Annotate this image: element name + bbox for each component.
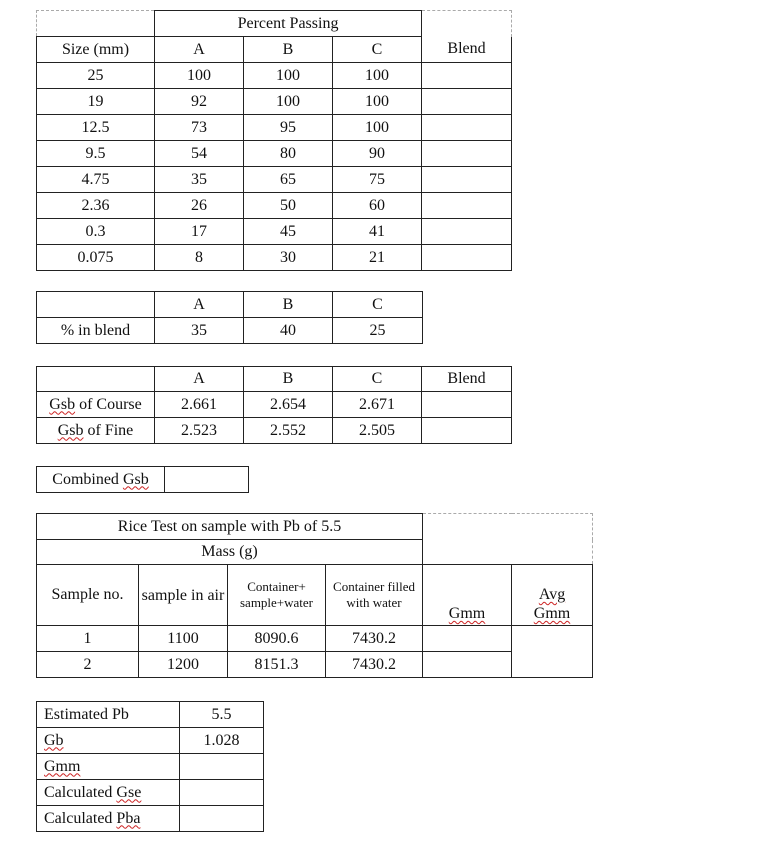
size-cell: 12.5	[37, 115, 155, 141]
blend-cell	[422, 63, 512, 89]
gmm-header: Gmm	[423, 565, 512, 626]
summary-row	[37, 702, 264, 728]
rice-avg-gmm	[512, 626, 593, 678]
b-cell: 30	[244, 245, 333, 271]
gradation-row	[37, 245, 512, 271]
summary-value: 5.5	[180, 702, 264, 728]
summary-table	[36, 701, 264, 832]
summary-value: 1.028	[180, 728, 264, 754]
gsb-col-c-header: C	[333, 367, 422, 392]
rice-sample-2: 2	[37, 652, 139, 678]
summary-label: Calculated Pba	[37, 806, 180, 832]
rice-title-corner	[423, 514, 593, 540]
gsb-col-b-header: B	[244, 367, 333, 392]
combined-gsb-label: Combined Gsb	[37, 467, 165, 493]
blend-header: Blend	[422, 37, 512, 63]
rice-cw-2: 7430.2	[326, 652, 423, 678]
gradation-row	[37, 141, 512, 167]
c-cell: 100	[333, 89, 422, 115]
gsb-value-cell: 2.505	[333, 418, 422, 444]
gsb-value-cell: 2.654	[244, 392, 333, 418]
gsb-table	[36, 366, 512, 444]
b-cell: 80	[244, 141, 333, 167]
summary-label: Estimated Pb	[37, 702, 180, 728]
summary-label: Gb	[37, 728, 180, 754]
size-cell: 25	[37, 63, 155, 89]
size-cell: 9.5	[37, 141, 155, 167]
gradation-row	[37, 115, 512, 141]
col-c-header: C	[333, 37, 422, 63]
combined-gsb-table	[36, 466, 249, 493]
rice-air-1: 1100	[139, 626, 228, 652]
b-cell: 100	[244, 63, 333, 89]
sample-no-header: Sample no.	[37, 565, 139, 626]
gsb-row	[37, 418, 512, 444]
summary-value	[180, 780, 264, 806]
gradation-corner-cell	[37, 11, 155, 37]
a-cell: 54	[155, 141, 244, 167]
c-cell: 100	[333, 63, 422, 89]
blend-percent-table	[36, 291, 423, 344]
blend-cell	[422, 141, 512, 167]
summary-row	[37, 806, 264, 832]
b-cell: 95	[244, 115, 333, 141]
gsb-value-cell	[422, 392, 512, 418]
b-cell: 100	[244, 89, 333, 115]
blend-value-c: 25	[333, 318, 423, 344]
size-cell: 0.075	[37, 245, 155, 271]
rice-mass-header: Mass (g)	[37, 540, 423, 565]
b-cell: 45	[244, 219, 333, 245]
rice-csw-2: 8151.3	[228, 652, 326, 678]
gradation-row	[37, 167, 512, 193]
size-cell: 4.75	[37, 167, 155, 193]
blend-col-b-header: B	[244, 292, 333, 318]
container-water-header: Container filled with water	[326, 565, 423, 626]
b-cell: 65	[244, 167, 333, 193]
container-sample-water-header: Container+ sample+water	[228, 565, 326, 626]
blend-cell	[422, 115, 512, 141]
gsb-value-cell: 2.661	[155, 392, 244, 418]
rice-air-2: 1200	[139, 652, 228, 678]
rice-test-table	[36, 513, 593, 678]
size-cell: 0.3	[37, 219, 155, 245]
blend-cell	[422, 193, 512, 219]
c-cell: 75	[333, 167, 422, 193]
summary-value	[180, 754, 264, 780]
rice-csw-1: 8090.6	[228, 626, 326, 652]
rice-sample-1: 1	[37, 626, 139, 652]
summary-row	[37, 728, 264, 754]
combined-gsb-value	[165, 467, 249, 493]
gradation-row	[37, 89, 512, 115]
blend-row-label: % in blend	[37, 318, 155, 344]
summary-row	[37, 754, 264, 780]
summary-value	[180, 806, 264, 832]
rice-test-title: Rice Test on sample with Pb of 5.5	[37, 514, 423, 540]
a-cell: 73	[155, 115, 244, 141]
gsb-value-cell	[422, 418, 512, 444]
blend-corner-cell	[37, 292, 155, 318]
sample-in-air-header: sample in air	[139, 565, 228, 626]
gsb-col-a-header: A	[155, 367, 244, 392]
a-cell: 100	[155, 63, 244, 89]
gsb-row	[37, 392, 512, 418]
gsb-row-label: Gsb of Course	[37, 392, 155, 418]
summary-label: Gmm	[37, 754, 180, 780]
size-cell: 2.36	[37, 193, 155, 219]
rice-cw-1: 7430.2	[326, 626, 423, 652]
blend-cell	[422, 167, 512, 193]
gsb-value-cell: 2.523	[155, 418, 244, 444]
blend-col-c-header: C	[333, 292, 423, 318]
gsb-row-label: Gsb of Fine	[37, 418, 155, 444]
avg-gmm-header: Avg Gmm	[512, 565, 593, 626]
percent-passing-header: Percent Passing	[155, 11, 422, 37]
summary-row	[37, 780, 264, 806]
size-cell: 19	[37, 89, 155, 115]
gsb-corner-cell	[37, 367, 155, 392]
blend-cell	[422, 89, 512, 115]
rice-gmm-2	[423, 652, 512, 678]
a-cell: 35	[155, 167, 244, 193]
c-cell: 60	[333, 193, 422, 219]
a-cell: 17	[155, 219, 244, 245]
blend-cell	[422, 245, 512, 271]
rice-mass-corner	[423, 540, 593, 565]
gradation-row	[37, 63, 512, 89]
blend-cell	[422, 219, 512, 245]
c-cell: 100	[333, 115, 422, 141]
c-cell: 90	[333, 141, 422, 167]
gsb-value-cell: 2.671	[333, 392, 422, 418]
gradation-row	[37, 193, 512, 219]
summary-label: Calculated Gse	[37, 780, 180, 806]
gradation-corner-right	[422, 11, 512, 37]
size-header: Size (mm)	[37, 37, 155, 63]
blend-value-b: 40	[244, 318, 333, 344]
c-cell: 41	[333, 219, 422, 245]
gsb-blend-header: Blend	[422, 367, 512, 392]
a-cell: 92	[155, 89, 244, 115]
gsb-value-cell: 2.552	[244, 418, 333, 444]
rice-gmm-1	[423, 626, 512, 652]
c-cell: 21	[333, 245, 422, 271]
b-cell: 50	[244, 193, 333, 219]
col-a-header: A	[155, 37, 244, 63]
blend-col-a-header: A	[155, 292, 244, 318]
gradation-table	[36, 10, 512, 271]
gradation-row	[37, 219, 512, 245]
blend-value-a: 35	[155, 318, 244, 344]
col-b-header: B	[244, 37, 333, 63]
a-cell: 8	[155, 245, 244, 271]
a-cell: 26	[155, 193, 244, 219]
